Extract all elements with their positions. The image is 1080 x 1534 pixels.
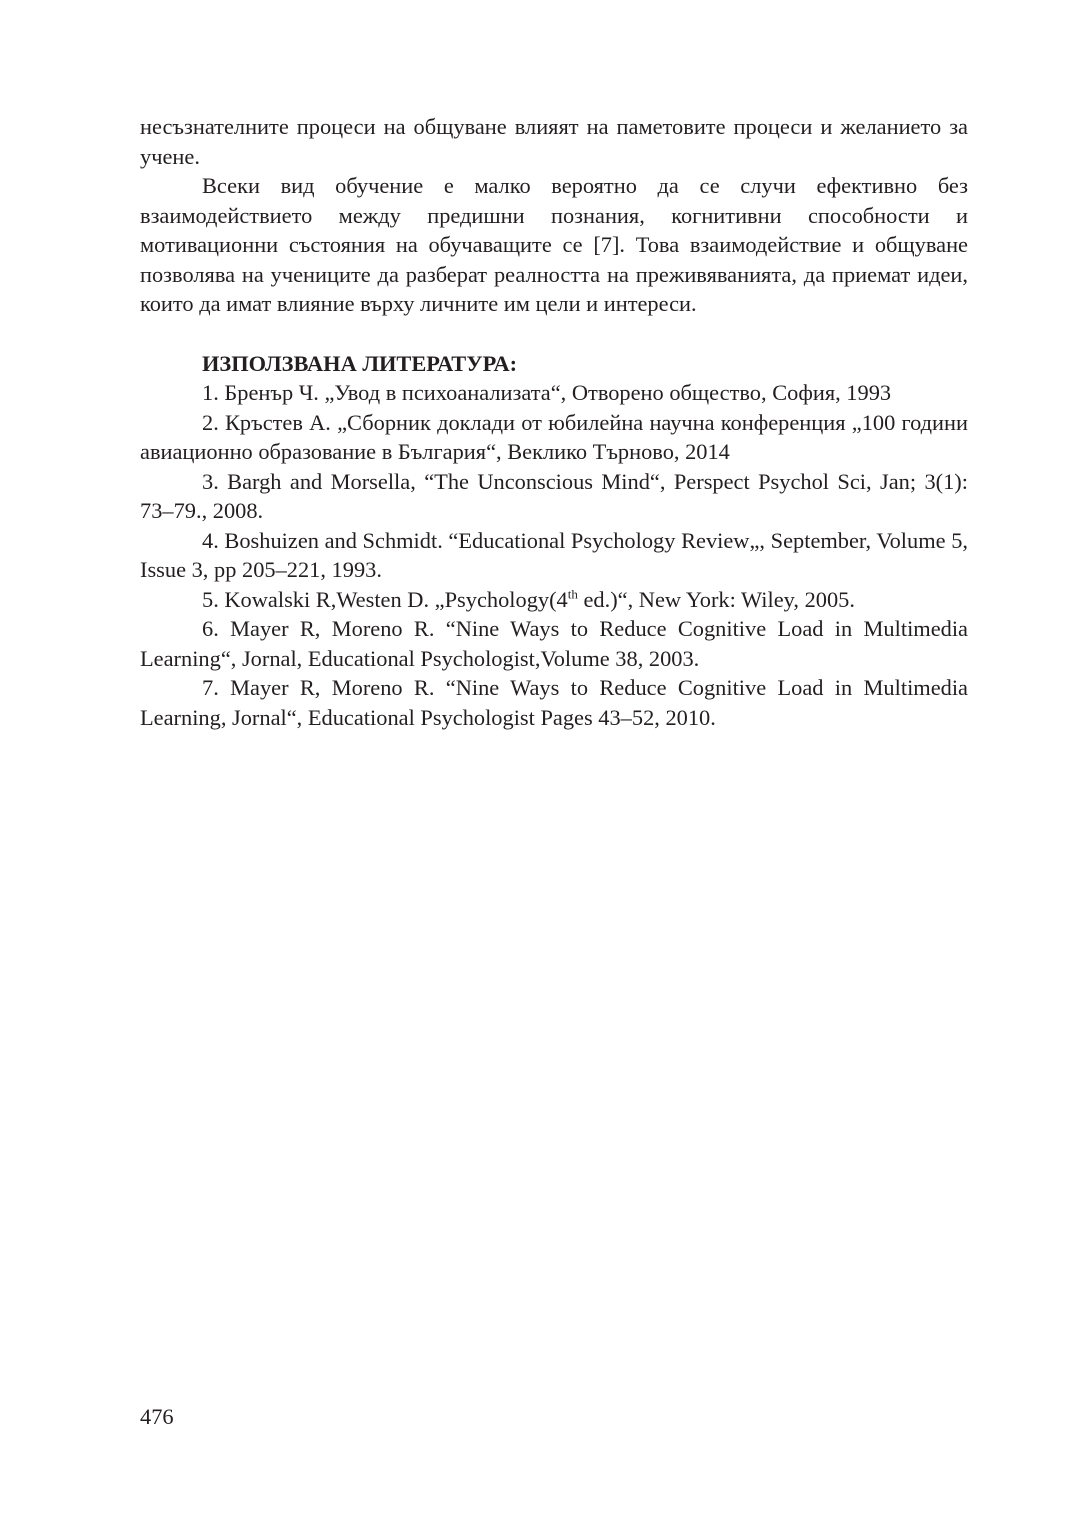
- reference-item-5-superscript: th: [567, 586, 578, 602]
- reference-item-1: 1. Бренър Ч. „Увод в психоанализата“, Отворено общество, София, 1993: [202, 380, 892, 405]
- page-number: 476: [140, 1404, 174, 1429]
- references-list: [140, 378, 968, 732]
- reference-item-3: 3. Bargh and Morsella, “The Unconscious Mind“, Perspect Psychol Sci, Jan; 3(1): 73–79., 2008.: [140, 468, 968, 523]
- reference-item-2: 2. Кръстев А. „Сборник доклади от юбилейна научна конференция „100 години авиационно образование в България“, Веклико Търново, 2014: [140, 409, 968, 464]
- reference-item-5-text-after: ed.)“, New York: Wiley, 2005.: [577, 586, 855, 612]
- body-paragraph-2: Всеки вид обучение е малко вероятно да се случи ефективно без взаимодействието между предишни познания, когнитивни способности и мотивационни състояния на обучаващите се [7]. Това взаимодействие и общуване позволява на учениците да разберат реалността на преживяванията, да приемат идеи, които да имат влияние върху личните им цели и интереси.: [140, 173, 968, 316]
- references-heading: ИЗПОЛЗВАНА ЛИТЕРАТУРА:: [202, 350, 518, 376]
- reference-item-7: 7. Mayer R, Moreno R. “Nine Ways to Reduce Cognitive Load in Multimedia Learning, Jornal“, Educational Psychologist Pages 43–52, 2010.: [140, 675, 968, 730]
- reference-item-5-text-before: 5. Kowalski R,Westen D. „Psychology(4: [202, 586, 568, 612]
- page-body: [140, 112, 968, 732]
- reference-item-5: [140, 585, 968, 615]
- reference-item-6: 6. Mayer R, Moreno R. “Nine Ways to Reduce Cognitive Load in Multimedia Learning“, Jornal, Educational Psychologist,Volume 38, 2003.: [140, 616, 968, 671]
- body-paragraph-1: несъзнателните процеси на общуване влияят на паметовите процеси и желанието за учене.: [140, 114, 968, 169]
- reference-item-4: 4. Boshuizen and Schmidt. “Educational Psychology Review„, September, Volume 5, Issue 3, pp 205–221, 1993.: [140, 527, 968, 582]
